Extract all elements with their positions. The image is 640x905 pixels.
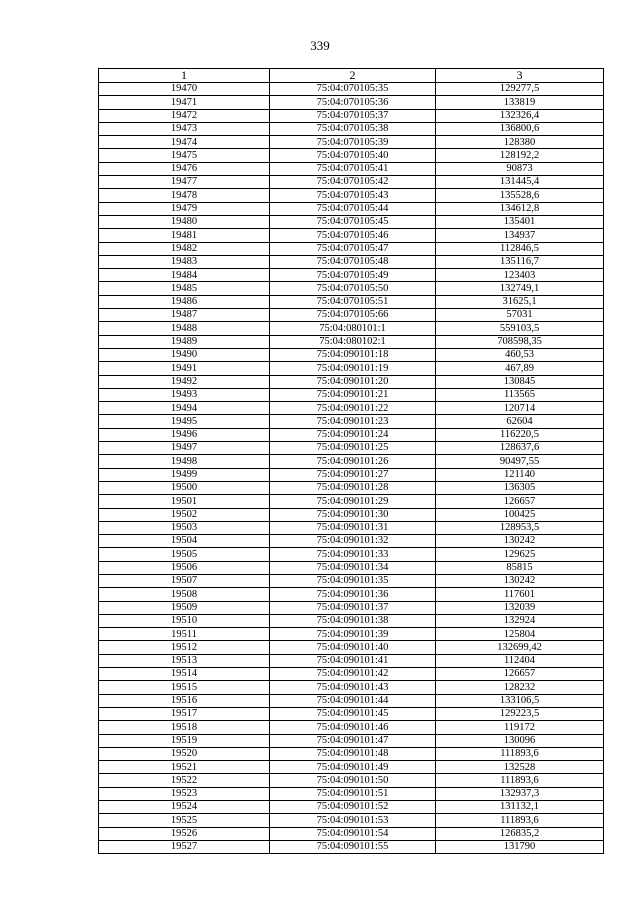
row-number-cell: 19518 [99,721,270,734]
row-number-cell: 19501 [99,495,270,508]
table-row [99,269,604,282]
value-cell: 128232 [436,681,604,694]
cadastral-number-cell: 75:04:070105:38 [270,122,436,135]
cadastral-number-cell: 75:04:090101:54 [270,827,436,840]
value-cell: 121140 [436,468,604,481]
cadastral-number-cell: 75:04:090101:29 [270,495,436,508]
table-row [99,255,604,268]
cadastral-number-cell: 75:04:090101:39 [270,628,436,641]
row-number-cell: 19476 [99,162,270,175]
table-row [99,774,604,787]
value-cell: 132749,1 [436,282,604,295]
row-number-cell: 19527 [99,840,270,853]
value-cell: 57031 [436,309,604,322]
cadastral-number-cell: 75:04:090101:23 [270,415,436,428]
cadastral-number-cell: 75:04:090101:48 [270,747,436,760]
value-cell: 131132,1 [436,801,604,814]
table-row [99,162,604,175]
value-cell: 130845 [436,375,604,388]
row-number-cell: 19485 [99,282,270,295]
row-number-cell: 19525 [99,814,270,827]
cadastral-number-cell: 75:04:090101:50 [270,774,436,787]
table-row [99,840,604,853]
row-number-cell: 19519 [99,734,270,747]
table-row [99,402,604,415]
value-cell: 132528 [436,761,604,774]
value-cell: 128380 [436,136,604,149]
row-number-cell: 19481 [99,229,270,242]
row-number-cell: 19503 [99,521,270,534]
table-row [99,309,604,322]
row-number-cell: 19474 [99,136,270,149]
cadastral-number-cell: 75:04:090101:36 [270,588,436,601]
cadastral-number-cell: 75:04:070105:35 [270,83,436,96]
cadastral-number-cell: 75:04:090101:22 [270,402,436,415]
column-header-3: 3 [436,69,604,83]
table-row [99,83,604,96]
value-cell: 129625 [436,548,604,561]
row-number-cell: 19507 [99,574,270,587]
value-cell: 136800,6 [436,122,604,135]
row-number-cell: 19515 [99,681,270,694]
row-number-cell: 19504 [99,535,270,548]
value-cell: 90497,55 [436,455,604,468]
cadastral-number-cell: 75:04:090101:38 [270,614,436,627]
cadastral-number-cell: 75:04:070105:48 [270,255,436,268]
table-row [99,322,604,335]
row-number-cell: 19526 [99,827,270,840]
value-cell: 129277,5 [436,83,604,96]
row-number-cell: 19522 [99,774,270,787]
cadastral-number-cell: 75:04:090101:41 [270,654,436,667]
cadastral-number-cell: 75:04:080102:1 [270,335,436,348]
cadastral-number-cell: 75:04:090101:31 [270,521,436,534]
table-row [99,149,604,162]
value-cell: 123403 [436,269,604,282]
value-cell: 100425 [436,508,604,521]
value-cell: 119172 [436,721,604,734]
value-cell: 85815 [436,561,604,574]
cadastral-number-cell: 75:04:090101:33 [270,548,436,561]
table-row [99,109,604,122]
page-number: 339 [310,38,330,53]
value-cell: 133106,5 [436,694,604,707]
cadastral-number-cell: 75:04:090101:51 [270,787,436,800]
row-number-cell: 19482 [99,242,270,255]
cadastral-number-cell: 75:04:090101:18 [270,348,436,361]
cadastral-number-cell: 75:04:090101:27 [270,468,436,481]
table-row [99,721,604,734]
value-cell: 132326,4 [436,109,604,122]
value-cell: 130096 [436,734,604,747]
value-cell: 126835,2 [436,827,604,840]
row-number-cell: 19516 [99,694,270,707]
row-number-cell: 19497 [99,442,270,455]
cadastral-number-cell: 75:04:070105:47 [270,242,436,255]
row-number-cell: 19512 [99,641,270,654]
cadastral-number-cell: 75:04:090101:47 [270,734,436,747]
table-row [99,282,604,295]
table-row [99,707,604,720]
cadastral-number-cell: 75:04:090101:21 [270,388,436,401]
row-number-cell: 19491 [99,362,270,375]
cadastral-number-cell: 75:04:070105:66 [270,309,436,322]
table-row [99,614,604,627]
header-row [99,69,604,83]
cadastral-number-cell: 75:04:070105:42 [270,176,436,189]
row-number-cell: 19479 [99,202,270,215]
table-row [99,787,604,800]
table-row [99,734,604,747]
value-cell: 132937,3 [436,787,604,800]
table-header [99,69,604,83]
row-number-cell: 19509 [99,601,270,614]
table-row [99,601,604,614]
value-cell: 129223,5 [436,707,604,720]
cadastral-number-cell: 75:04:090101:19 [270,362,436,375]
value-cell: 135401 [436,215,604,228]
cadastral-number-cell: 75:04:090101:45 [270,707,436,720]
table-row [99,481,604,494]
table-row [99,375,604,388]
row-number-cell: 19517 [99,707,270,720]
value-cell: 117601 [436,588,604,601]
row-number-cell: 19470 [99,83,270,96]
row-number-cell: 19520 [99,747,270,760]
value-cell: 134937 [436,229,604,242]
value-cell: 134612,8 [436,202,604,215]
table-row [99,508,604,521]
table-body [99,83,604,854]
cadastral-number-cell: 75:04:070105:50 [270,282,436,295]
table-row [99,202,604,215]
table-row [99,561,604,574]
value-cell: 111893,6 [436,814,604,827]
row-number-cell: 19521 [99,761,270,774]
cadastral-number-cell: 75:04:090101:52 [270,801,436,814]
table-row [99,215,604,228]
value-cell: 112846,5 [436,242,604,255]
data-table [98,68,604,854]
cadastral-number-cell: 75:04:090101:44 [270,694,436,707]
cadastral-number-cell: 75:04:090101:34 [270,561,436,574]
table-row [99,588,604,601]
value-cell: 131445,4 [436,176,604,189]
cadastral-number-cell: 75:04:090101:28 [270,481,436,494]
table-row [99,415,604,428]
value-cell: 559103,5 [436,322,604,335]
cadastral-number-cell: 75:04:070105:45 [270,215,436,228]
table-row [99,814,604,827]
value-cell: 120714 [436,402,604,415]
value-cell: 460,53 [436,348,604,361]
row-number-cell: 19496 [99,428,270,441]
row-number-cell: 19502 [99,508,270,521]
value-cell: 126657 [436,495,604,508]
table-row [99,442,604,455]
value-cell: 135116,7 [436,255,604,268]
value-cell: 113565 [436,388,604,401]
row-number-cell: 19505 [99,548,270,561]
row-number-cell: 19487 [99,309,270,322]
table-row [99,747,604,760]
cadastral-number-cell: 75:04:070105:41 [270,162,436,175]
row-number-cell: 19480 [99,215,270,228]
table-row [99,229,604,242]
row-number-cell: 19473 [99,122,270,135]
cadastral-number-cell: 75:04:090101:46 [270,721,436,734]
row-number-cell: 19514 [99,668,270,681]
cadastral-number-cell: 75:04:090101:26 [270,455,436,468]
value-cell: 132924 [436,614,604,627]
value-cell: 132699,42 [436,641,604,654]
row-number-cell: 19478 [99,189,270,202]
row-number-cell: 19471 [99,96,270,109]
cadastral-number-cell: 75:04:080101:1 [270,322,436,335]
value-cell: 130242 [436,574,604,587]
value-cell: 136305 [436,481,604,494]
table-row [99,455,604,468]
row-number-cell: 19510 [99,614,270,627]
table-row [99,362,604,375]
row-number-cell: 19513 [99,654,270,667]
row-number-cell: 19508 [99,588,270,601]
cadastral-number-cell: 75:04:070105:49 [270,269,436,282]
value-cell: 708598,35 [436,335,604,348]
row-number-cell: 19500 [99,481,270,494]
row-number-cell: 19499 [99,468,270,481]
row-number-cell: 19495 [99,415,270,428]
value-cell: 111893,6 [436,747,604,760]
table-row [99,641,604,654]
value-cell: 112404 [436,654,604,667]
value-cell: 133819 [436,96,604,109]
table-row [99,348,604,361]
cadastral-number-cell: 75:04:090101:55 [270,840,436,853]
cadastral-number-cell: 75:04:070105:40 [270,149,436,162]
table-row [99,628,604,641]
value-cell: 132039 [436,601,604,614]
table-row [99,176,604,189]
cadastral-number-cell: 75:04:090101:32 [270,535,436,548]
row-number-cell: 19524 [99,801,270,814]
row-number-cell: 19523 [99,787,270,800]
table-row [99,668,604,681]
value-cell: 128637,6 [436,442,604,455]
column-header-1: 1 [99,69,270,83]
row-number-cell: 19472 [99,109,270,122]
value-cell: 131790 [436,840,604,853]
table-row [99,761,604,774]
row-number-cell: 19492 [99,375,270,388]
cadastral-number-cell: 75:04:090101:25 [270,442,436,455]
table-row [99,521,604,534]
row-number-cell: 19511 [99,628,270,641]
row-number-cell: 19477 [99,176,270,189]
table-row [99,295,604,308]
table-row [99,574,604,587]
cadastral-number-cell: 75:04:090101:37 [270,601,436,614]
row-number-cell: 19489 [99,335,270,348]
table-row [99,189,604,202]
table-row [99,136,604,149]
value-cell: 90873 [436,162,604,175]
row-number-cell: 19494 [99,402,270,415]
table-row [99,654,604,667]
value-cell: 125804 [436,628,604,641]
value-cell: 130242 [436,535,604,548]
row-number-cell: 19483 [99,255,270,268]
table-row [99,535,604,548]
table-row [99,495,604,508]
table-row [99,335,604,348]
row-number-cell: 19486 [99,295,270,308]
value-cell: 467,89 [436,362,604,375]
table-row [99,801,604,814]
row-number-cell: 19506 [99,561,270,574]
table-row [99,468,604,481]
row-number-cell: 19488 [99,322,270,335]
row-number-cell: 19498 [99,455,270,468]
value-cell: 31625,1 [436,295,604,308]
value-cell: 62604 [436,415,604,428]
table-row [99,96,604,109]
table-row [99,694,604,707]
row-number-cell: 19490 [99,348,270,361]
cadastral-number-cell: 75:04:070105:43 [270,189,436,202]
cadastral-number-cell: 75:04:070105:44 [270,202,436,215]
value-cell: 116220,5 [436,428,604,441]
table-row [99,122,604,135]
row-number-cell: 19484 [99,269,270,282]
cadastral-number-cell: 75:04:090101:49 [270,761,436,774]
cadastral-number-cell: 75:04:070105:37 [270,109,436,122]
cadastral-number-cell: 75:04:070105:39 [270,136,436,149]
table-row [99,388,604,401]
table-row [99,242,604,255]
value-cell: 126657 [436,668,604,681]
cadastral-number-cell: 75:04:090101:42 [270,668,436,681]
row-number-cell: 19493 [99,388,270,401]
cadastral-number-cell: 75:04:070105:36 [270,96,436,109]
cadastral-number-cell: 75:04:090101:43 [270,681,436,694]
value-cell: 135528,6 [436,189,604,202]
table-row [99,548,604,561]
table-row [99,681,604,694]
column-header-2: 2 [270,69,436,83]
cadastral-number-cell: 75:04:090101:53 [270,814,436,827]
cadastral-number-cell: 75:04:070105:46 [270,229,436,242]
cadastral-number-cell: 75:04:090101:35 [270,574,436,587]
cadastral-number-cell: 75:04:090101:24 [270,428,436,441]
table-row [99,827,604,840]
cadastral-number-cell: 75:04:070105:51 [270,295,436,308]
value-cell: 111893,6 [436,774,604,787]
row-number-cell: 19475 [99,149,270,162]
table-row [99,428,604,441]
cadastral-number-cell: 75:04:090101:40 [270,641,436,654]
cadastral-number-cell: 75:04:090101:30 [270,508,436,521]
value-cell: 128953,5 [436,521,604,534]
cadastral-number-cell: 75:04:090101:20 [270,375,436,388]
value-cell: 128192,2 [436,149,604,162]
